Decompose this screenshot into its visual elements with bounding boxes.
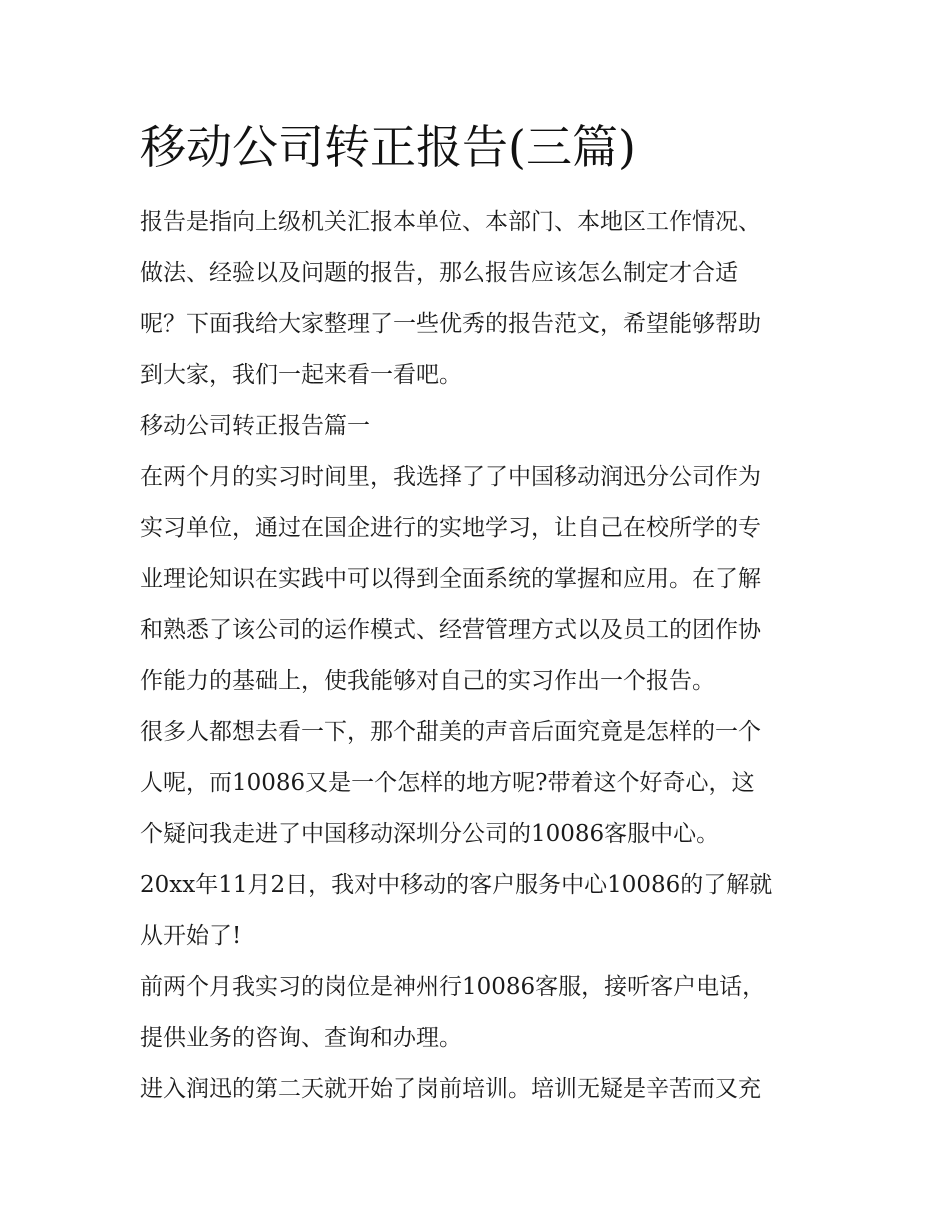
text-line: 业理论知识在实践中可以得到全面系统的掌握和应用。在了解 [140,566,761,592]
text-line: 20xx年11月2日，我对中移动的客户服务中心10086的了解就 [140,872,773,898]
text-line: 呢？下面我给大家整理了一些优秀的报告范文，希望能够帮助 [140,311,761,337]
text-line: 人呢，而10086又是一个怎样的地方呢?带着这个好奇心，这 [140,770,755,796]
text-line: 很多人都想去看一下，那个甜美的声音后面究竟是怎样的一个 [140,719,761,745]
text-line: 在两个月的实习时间里，我选择了了中国移动润迅分公司作为 [140,464,761,490]
document-body [140,197,814,1115]
text-line: 前两个月我实习的岗位是神州行10086客服，接听客户电话， [140,974,766,1000]
text-line: 作能力的基础上，使我能够对自己的实习作出一个报告。 [140,668,715,694]
text-line: 个疑问我走进了中国移动深圳分公司的10086客服中心。 [140,821,720,847]
text-line: 和熟悉了该公司的运作模式、经营管理方式以及员工的团作协 [140,617,761,643]
text-line: 做法、经验以及问题的报告，那么报告应该怎么制定才合适 [140,260,738,286]
text-line: 进入润迅的第二天就开始了岗前培训。培训无疑是辛苦而又充 [140,1076,761,1102]
text-line: 报告是指向上级机关汇报本单位、本部门、本地区工作情况、 [140,209,761,235]
text-line: 到大家，我们一起来看一看吧。 [140,362,462,388]
section-heading: 移动公司转正报告篇一 [140,413,370,439]
text-line: 提供业务的咨询、查询和办理。 [140,1025,462,1051]
text-line: 实习单位，通过在国企进行的实地学习，让自己在校所学的专 [140,515,761,541]
text-line: 从开始了! [140,923,242,949]
document-title: 移动公司转正报告(三篇) [140,120,636,174]
